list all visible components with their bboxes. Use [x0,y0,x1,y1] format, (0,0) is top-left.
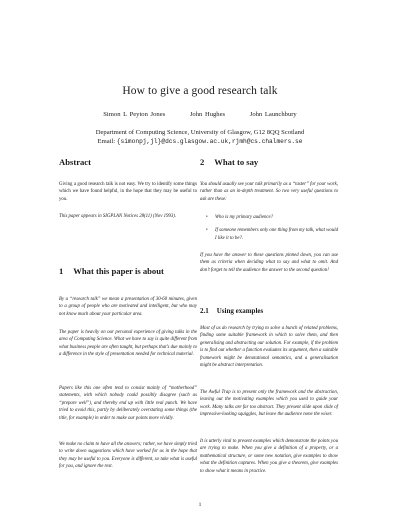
author-name: John Launchbury [249,111,297,118]
section-1-heading [59,266,197,276]
section-title: What this paper is about [73,266,164,276]
abstract-heading: Abstract [59,157,91,167]
abstract-body: Giving a good research talk is not easy. We try to identify some things which we have found helpful, in the hope that they may be useful to you. [59,182,197,202]
section-number: 2.1 [200,307,209,315]
section-number: 2 [200,157,205,167]
affiliation: Department of Computing Science, University of Glasgow, G12 8QQ Scotland [95,129,305,136]
section-title: What to say [214,157,259,167]
page-number: 1 [198,502,202,508]
list-item: • Who is my primary audience? [206,214,338,221]
section-2-heading [200,157,338,167]
paper-title: How to give a good research talk [122,85,278,97]
author-name: Simon L Peyton Jones [103,111,166,118]
list-item: • If someone remembers only one thing from my talk, what would I like it to be?. [206,227,338,242]
question-list [206,214,338,248]
section-2-1-paragraph: It is utterly vital to present examples which demonstrate the points you are trying to make. When you give a definition of a property, or a mathematical structure, or some new notation, give examples to show what the definition captures. When you give a theorem, give examples to show what it means in practice. [200,439,338,474]
section-1-paragraph: By a “research talk” we mean a presentation of 30-60 minutes, given to a group of people who are motivated and intelligent, but who may not know much about your particular area. [59,297,197,317]
section-2-after: If you have the answer to these questions pinned down, you can use them as criteria when deciding what to say and what to omit. And don’t forget to tell the audience the answer to the second question! [200,253,338,273]
section-1-paragraph: The paper is heavily on our personal experience of giving talks in the area of Computing Science. What we have to say is quite different from what business people are often taught, but perhaps that’s due mainly to a difference in the style of presentation needed for technical material. [59,330,197,358]
publication-note: This paper appears in SIGPLAN Notices 28(11) (Nov 1993). [59,214,177,219]
email-label: Email: [97,138,116,145]
section-1-paragraph: Papers like this one often tend to consist mainly of “motherhood” statements, with which nobody could possibly disagree (such as “prepare well”), and thereby end up with little real punch. We have tried to avoid this, partly by deliberately overstating some things (the title, for example) in order to make our points more vividly. [59,386,197,421]
section-2-intro: You should usually see your talk primarily as a “taster” for your work, rather than as an in-depth treatment. So two very useful questions to ask are these: [200,182,338,202]
section-2-1-paragraph: Most of us do research by trying to solve a bunch of related problems, finding some suitable framework in which to solve them, and then generalising and abstracting our solution. For example, if the problem is to find out whether a function evaluates its argument, then a suitable framework might be denotational semantics, and a generalisation might be abstract interpretation. [200,326,338,369]
section-2-1-paragraph: The Awful Trap is to present only the framework and the abstraction, leaving out the motivating examples which you used to guide your work. Many talks are far too abstract. They present slide upon slide of impressive-looking squiggles, but leave the audience none the wiser. [200,390,338,418]
section-1-paragraph: We make no claim to have all the answers; rather, we have simply tried to write down suggestions which have worked for us in the hope that they may be useful to you. Everyone is different, so take what is useful for you, and ignore the rest. [59,442,197,470]
section-title: Using examples [216,307,264,315]
author-name: John Hughes [189,111,226,118]
email-line [0,137,400,146]
author-list [0,111,400,118]
email-address: {simonpj,jl}@dcs.glasgow.ac.uk,rjmh@cs.chalmers.se [116,138,303,145]
affiliation-block [0,128,400,146]
section-2-1-heading [200,307,338,315]
section-number: 1 [59,266,64,276]
